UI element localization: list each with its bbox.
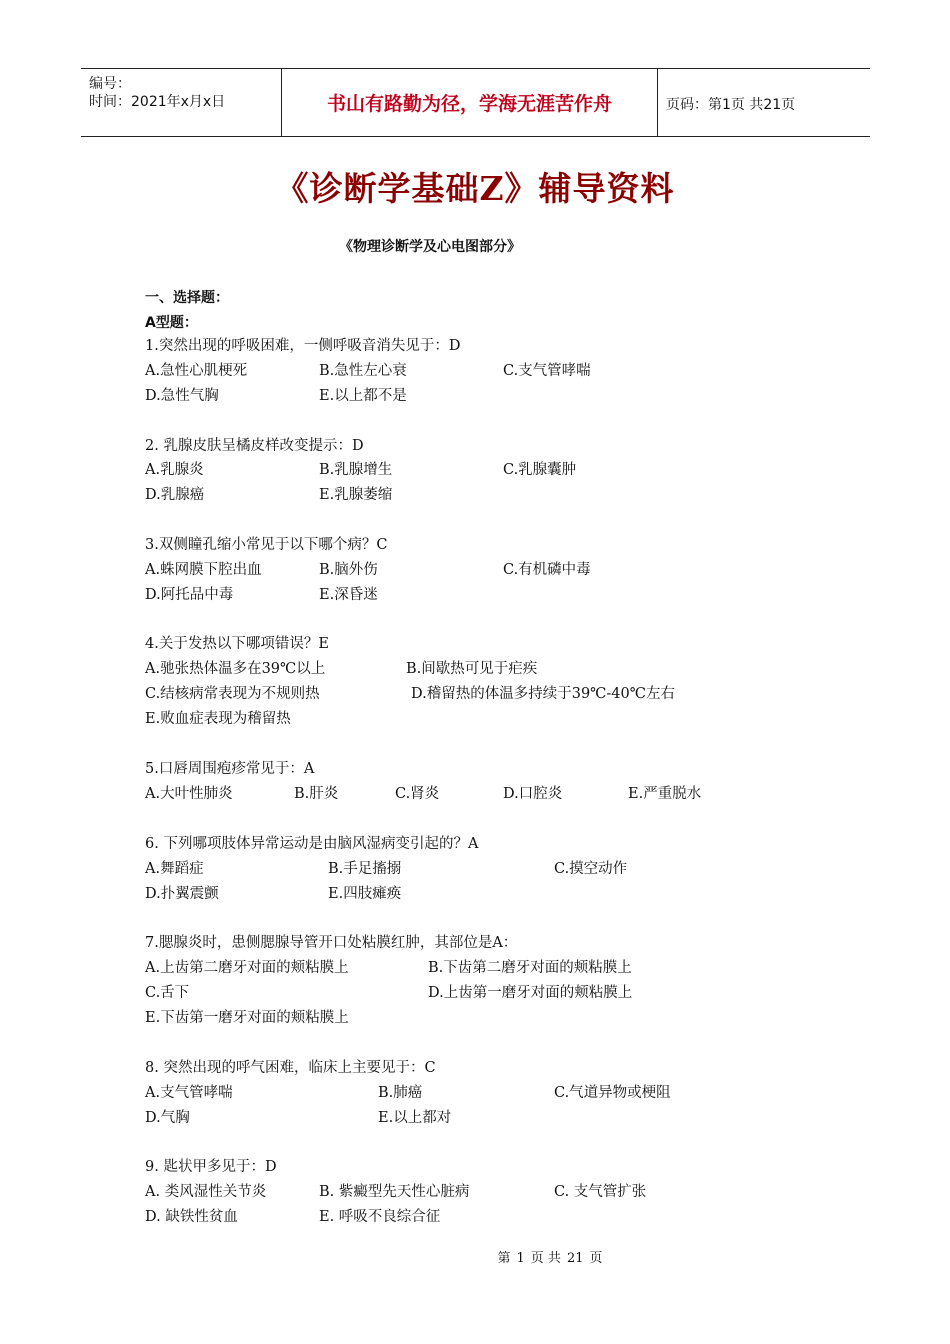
option: A.大叶性肺炎 <box>145 786 233 802</box>
document-title: 《诊断学基础Z》辅导资料 <box>275 169 675 208</box>
option: B.下齿第二磨牙对面的颊粘膜上 <box>428 960 632 976</box>
option: C.气道异物或梗阻 <box>554 1085 671 1101</box>
question-stem: 2. 乳腺皮肤呈橘皮样改变提示：D <box>145 438 364 454</box>
option: A.乳腺炎 <box>145 462 204 478</box>
number-label: 编号： <box>89 76 131 92</box>
option: A.急性心肌梗死 <box>145 363 248 379</box>
option: B. 紫癜型先天性心脏病 <box>319 1184 470 1200</box>
section-heading: 一、选择题： <box>145 290 229 306</box>
question-stem: 6. 下列哪项肢体异常运动是由脑风湿病变引起的？A <box>145 836 479 852</box>
footer-current-page: 1 <box>516 1251 525 1266</box>
option: C.乳腺囊肿 <box>503 462 577 478</box>
footer-mid: 页 共 <box>530 1251 561 1266</box>
option: E.深昏迷 <box>319 587 378 603</box>
option: E. 呼吸不良综合征 <box>319 1209 441 1225</box>
time-label: 时间：2021年x月x日 <box>89 94 226 110</box>
question-stem: 1.突然出现的呼吸困难，一侧呼吸音消失见于：D <box>145 338 461 354</box>
option: D.乳腺癌 <box>145 487 205 503</box>
question-stem: 3.双侧瞳孔缩小常见于以下哪个病？C <box>145 537 388 553</box>
option: A. 类风湿性关节炎 <box>145 1184 267 1200</box>
footer-prefix: 第 <box>497 1251 511 1266</box>
option: A.上齿第二磨牙对面的颊粘膜上 <box>145 960 349 976</box>
question-stem: 8. 突然出现的呼气困难，临床上主要见于：C <box>145 1060 436 1076</box>
option: E.败血症表现为稽留热 <box>145 711 291 727</box>
option: D.气胸 <box>145 1110 190 1126</box>
option: A.蛛网膜下腔出血 <box>145 562 262 578</box>
question-stem: 5.口唇周围疱疹常见于：A <box>145 761 315 777</box>
option: A.舞蹈症 <box>145 861 204 877</box>
option: C.结核病常表现为不规则热 <box>145 686 320 702</box>
option: B.急性左心衰 <box>319 363 407 379</box>
option: C.支气管哮喘 <box>503 363 591 379</box>
option: E.以上都对 <box>378 1110 452 1126</box>
option: B.手足搐搦 <box>328 861 402 877</box>
option: B.乳腺增生 <box>319 462 393 478</box>
page-header <box>81 68 870 137</box>
question-type-heading: A型题： <box>145 315 198 331</box>
option: D. 缺铁性贫血 <box>145 1209 238 1225</box>
option: D.上齿第一磨牙对面的颊粘膜上 <box>428 985 633 1001</box>
page-footer <box>0 1247 950 1266</box>
question-stem: 9. 匙状甲多见于：D <box>145 1159 277 1175</box>
option: B.肝炎 <box>294 786 339 802</box>
question-stem: 7.腮腺炎时，患侧腮腺导管开口处粘膜红肿，其部位是A： <box>145 935 518 951</box>
option: C.摸空动作 <box>554 861 628 877</box>
option: B.肺癌 <box>378 1085 423 1101</box>
option: C. 支气管扩张 <box>554 1184 647 1200</box>
header-page-info: 页码：第1页 共21页 <box>666 97 796 113</box>
option: A.支气管哮喘 <box>145 1085 233 1101</box>
option: D.急性气胸 <box>145 388 219 404</box>
option: D.扑翼震颤 <box>145 886 219 902</box>
option: E.四肢瘫痪 <box>328 886 402 902</box>
header-divider <box>657 69 658 136</box>
header-meta-cell <box>81 69 281 136</box>
document-subtitle: 《物理诊断学及心电图部分》 <box>339 239 521 255</box>
option: D.稽留热的体温多持续于39℃-40℃左右 <box>411 686 675 702</box>
option: E.以上都不是 <box>319 388 407 404</box>
option: E.乳腺萎缩 <box>319 487 393 503</box>
footer-suffix: 页 <box>589 1251 603 1266</box>
option: B.脑外伤 <box>319 562 378 578</box>
option: B.间歇热可见于疟疾 <box>406 661 538 677</box>
option: C.有机磷中毒 <box>503 562 591 578</box>
option: C.肾炎 <box>395 786 440 802</box>
option: E.下齿第一磨牙对面的颊粘膜上 <box>145 1010 349 1026</box>
option: A.驰张热体温多在39℃以上 <box>145 661 326 677</box>
option: D.口腔炎 <box>503 786 563 802</box>
option: D.阿托品中毒 <box>145 587 234 603</box>
footer-total-pages: 21 <box>566 1251 584 1266</box>
option: C.舌下 <box>145 985 190 1001</box>
question-stem: 4.关于发热以下哪项错误？E <box>145 636 329 652</box>
header-motto: 书山有路勤为径，学海无涯苦作舟 <box>326 93 612 115</box>
option: E.严重脱水 <box>628 786 702 802</box>
